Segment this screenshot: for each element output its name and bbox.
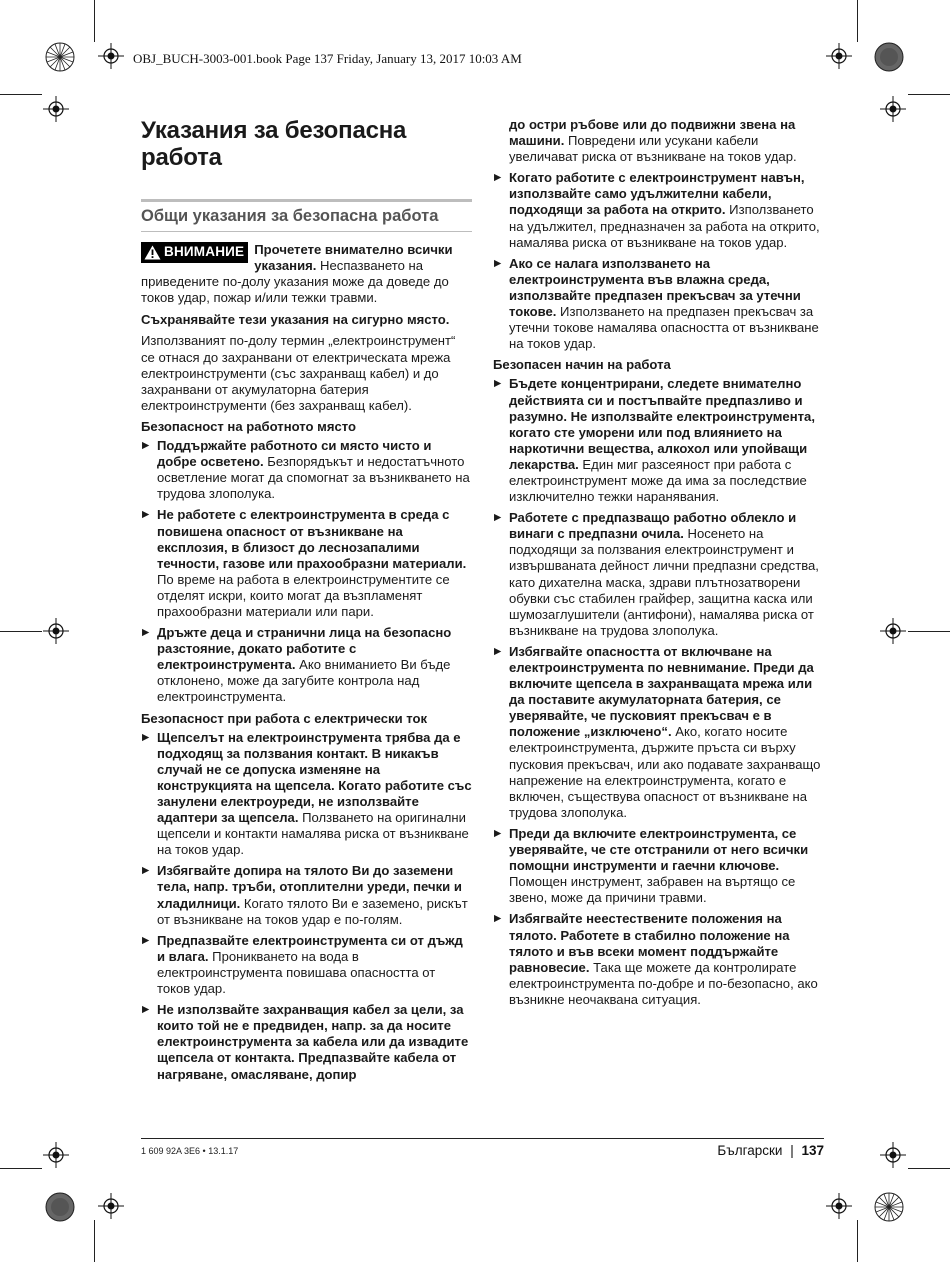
color-rosette-icon	[45, 1192, 75, 1222]
subheading-electrical: Безопасност при работа с електрически ток	[141, 710, 428, 726]
list-item: ▶ Избягвайте опасността от включване на електроинструмента по невнимание. Преди да включите щепсела в захранващата мрежа или да поставите акумулаторната батерия, се уверявайте, че пусковият прекъсвач е в положение „изключено“. Ако, когато носите електроинструмента, държите пръста си върху пусковия прекъсвач, или ако подавате захранващо напрежение на електроинструмента, когато е включен, съществува опасност от възникване на трудова злополука.	[493, 644, 824, 821]
footer-separator: |	[790, 1143, 794, 1158]
registration-mark-icon	[43, 96, 69, 122]
list-item: ▶ Когато работите с електроинструмент навън, използвайте само удължителни кабели, подходящи за работа на открито. Използването на удължител, предназначен за работа на открито, намалява риска от възникване на токов удар.	[493, 170, 824, 250]
list-item: ▶ Бъдете концентрирани, следете внимателно действията си и постъпвайте предпазливо и разумно. Не използвайте електроинструмента, когато сте уморени или под влиянието на наркотични вещества, алкохол или упойващи лекарства. Един миг разсеяност при работа с електроинструмент може да има за последствие изключително тежки наранявания.	[493, 376, 824, 505]
subheading-safe-work: Безопасен начин на работа	[493, 357, 671, 373]
page-title: Указания за безопасна работа	[141, 117, 407, 171]
registration-mark-icon	[43, 618, 69, 644]
color-rosette-icon	[874, 42, 904, 72]
registration-mark-icon	[98, 1193, 124, 1219]
footer-page-label	[717, 1143, 824, 1158]
list-item: ▶ Избягвайте допира на тялото Ви до заземени тела, напр. тръби, отоплителни уреди, печки и хладилници. Когато тялото Ви е заземено, рискът от възникване на токов удар е по-голям.	[141, 863, 472, 927]
list-item: ▶ Щепселът на електроинструмента трябва да е подходящ за ползвания контакт. В никакъв случай не се допуска изменяне на конструкцията на щепсела. Когато работите със занулени електроуреди, не използвайте адаптери за щепсела. Ползването на оригинални щепсели и контакти намалява риска от възникване на токов удар.	[141, 730, 472, 859]
footer-language: Български	[717, 1143, 783, 1158]
warning-triangle-icon	[144, 245, 161, 260]
continued-item: до остри ръбове или до подвижни звена на машини. Повредени или усукани кабели увеличават риска от възникване на токов удар.	[509, 117, 797, 165]
registration-mark-icon	[880, 618, 906, 644]
warning-text: Неспазването на приведените по-долу указания може да доведе до токов удар, пожар и/или тежки травми.	[141, 258, 449, 306]
color-rosette-icon	[874, 1192, 904, 1222]
registration-mark-icon	[826, 43, 852, 69]
list-item: ▶ Не използвайте захранващия кабел за цели, за които той не е предвиден, напр. за да носите електроинструмента за кабела или да извадите щепсела от контакта. Предпазвайте кабела от нагряване, омасляване, допир	[141, 1002, 472, 1082]
registration-mark-icon	[826, 1193, 852, 1219]
footer-rule	[141, 1138, 824, 1139]
list-item: ▶ Ако се налага използването на електроинструмента във влажна среда, използвайте предпазен прекъсвач за утечни токове. Използването на предпазен прекъсвач за утечни токове намалява опасността от възникване на токов удар.	[493, 256, 824, 353]
term-paragraph: Използваният по-долу термин „електроинструмент“ се отнася до захранвани от електрическата мрежа електроинструменти (със захранващ кабел) и до захранвани от акумулаторна батерия електроинструменти (без захранващ кабел).	[141, 333, 456, 413]
registration-mark-icon	[880, 1142, 906, 1168]
workplace-list	[141, 438, 472, 706]
page-number: 137	[801, 1143, 824, 1158]
left-column	[141, 117, 472, 1088]
safe-work-list	[493, 376, 824, 1008]
registration-mark-icon	[880, 96, 906, 122]
warning-badge-label: ВНИМАНИЕ	[164, 244, 245, 260]
list-item: ▶ Преди да включите електроинструмента, се уверявайте, че сте отстранили от него всички помощни инструменти и гаечни ключове. Помощен инструмент, забравен на въртящо се звено, може да причини травми.	[493, 826, 824, 906]
registration-mark-icon	[43, 1142, 69, 1168]
list-item: ▶ Дръжте деца и странични лица на безопасно разстояние, докато работите с електроинструмента. Ако вниманието Ви бъде отклонено, може да загубите контрола над електроинструмента.	[141, 625, 472, 705]
book-file-header: OBJ_BUCH-3003-001.book Page 137 Friday, January 13, 2017 10:03 AM	[133, 51, 522, 66]
keep-instructions: Съхранявайте тези указания на сигурно място.	[141, 312, 450, 328]
color-rosette-icon	[45, 42, 75, 72]
warning-badge	[141, 242, 248, 263]
list-item: ▶ Избягвайте неестествените положения на тялото. Работете в стабилно положение на тялото и във всеки момент поддържайте равновесие. Така ще можете да контролирате електроинструмента по-добре и по-безопасно, ако възникне неочаквана ситуация.	[493, 911, 824, 1008]
section-title: Общи указания за безопасна работа	[141, 199, 472, 232]
list-item: ▶ Не работете с електроинструмента в среда с повишена опасност от възникване на експлозия, в близост до леснозапалими течности, газове или прахообразни материали. По време на работа в електроинструментите се отделят искри, които могат да възпламенят прахообразни материали или пари.	[141, 507, 472, 620]
list-item: ▶ Работете с предпазващо работно облекло и винаги с предпазни очила. Носенето на подходящи за ползвания електроинструмент и извършваната дейност лични предпазни средства, като дихателна маска, здрави плътнозатворени обувки със стабилен грайфер, защитна каска или шумозаглушители (антифони), намалява риска от възникване на трудова злополука.	[493, 510, 824, 639]
list-item: ▶ Поддържайте работното си място чисто и добре осветено. Безпорядъкът и недостатъчното осветление могат да спомогнат за възникването на трудова злополука.	[141, 438, 472, 502]
registration-mark-icon	[98, 43, 124, 69]
electrical-list-continued	[493, 170, 824, 352]
subheading-workplace: Безопасност на работното място	[141, 418, 356, 434]
right-column	[493, 117, 824, 1013]
warning-bold-text: Прочетете внимателно всички указания.	[254, 242, 453, 274]
list-item: ▶ Предпазвайте електроинструмента си от дъжд и влага. Проникването на вода в електроинструмента повишава опасността от токов удар.	[141, 933, 472, 997]
warning-block	[141, 242, 472, 312]
footer-doc-code: 1 609 92A 3E6 • 13.1.17	[141, 1146, 239, 1156]
electrical-list	[141, 730, 472, 1083]
